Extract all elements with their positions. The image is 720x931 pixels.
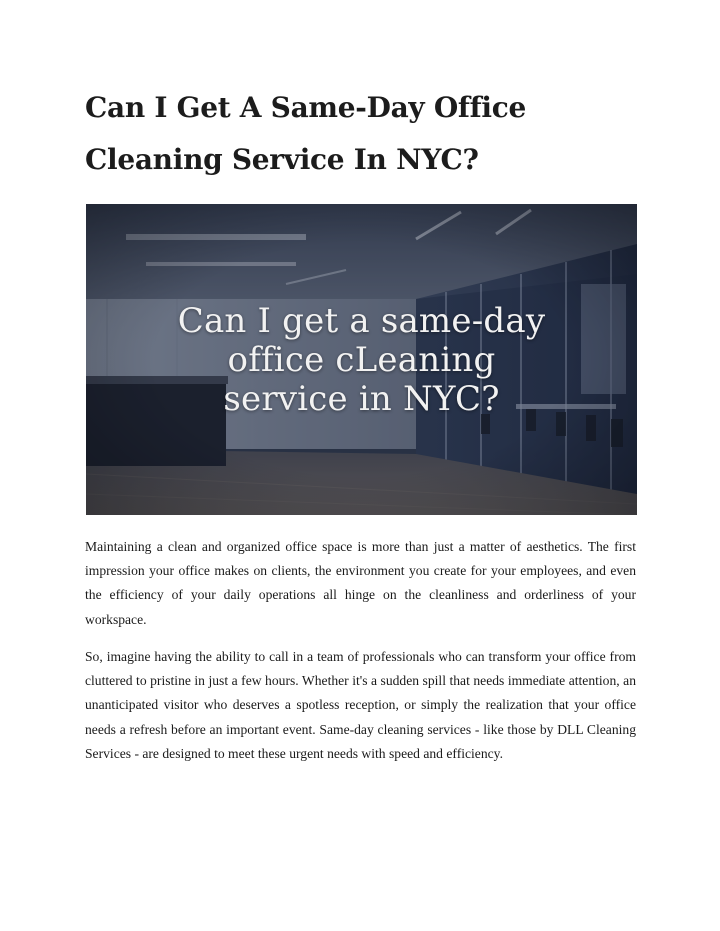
hero-caption-line: Can I get a same-day [177, 301, 546, 341]
hero-image [86, 204, 637, 515]
page-title: Can I Get A Same-Day Office Cleaning Service In NYC? [85, 91, 527, 176]
hero-caption-line: service in NYC? [223, 379, 500, 419]
body-paragraph: So, imagine having the ability to call in a team of professionals who can transform your office from cluttered to pristine in just a few hours. Whether it's a sudden spill that needs immediate attention, an unanticipated visitor who deserves a spotless reception, or simply the realization that your office needs a refresh before an important event. Same-day cleaning services - like those by DLL Cleaning Services - are designed to meet these urgent needs with speed and efficiency. [85, 649, 636, 761]
hero-caption-line: office cLeaning [227, 340, 496, 380]
body-paragraph: Maintaining a clean and organized office space is more than just a matter of aesthetics. The first impression your office makes on clients, the environment you create for your employees, and even the efficiency of your daily operations all hinge on the cleanliness and orderliness of your workspace. [85, 539, 636, 627]
hero-caption [86, 302, 637, 419]
